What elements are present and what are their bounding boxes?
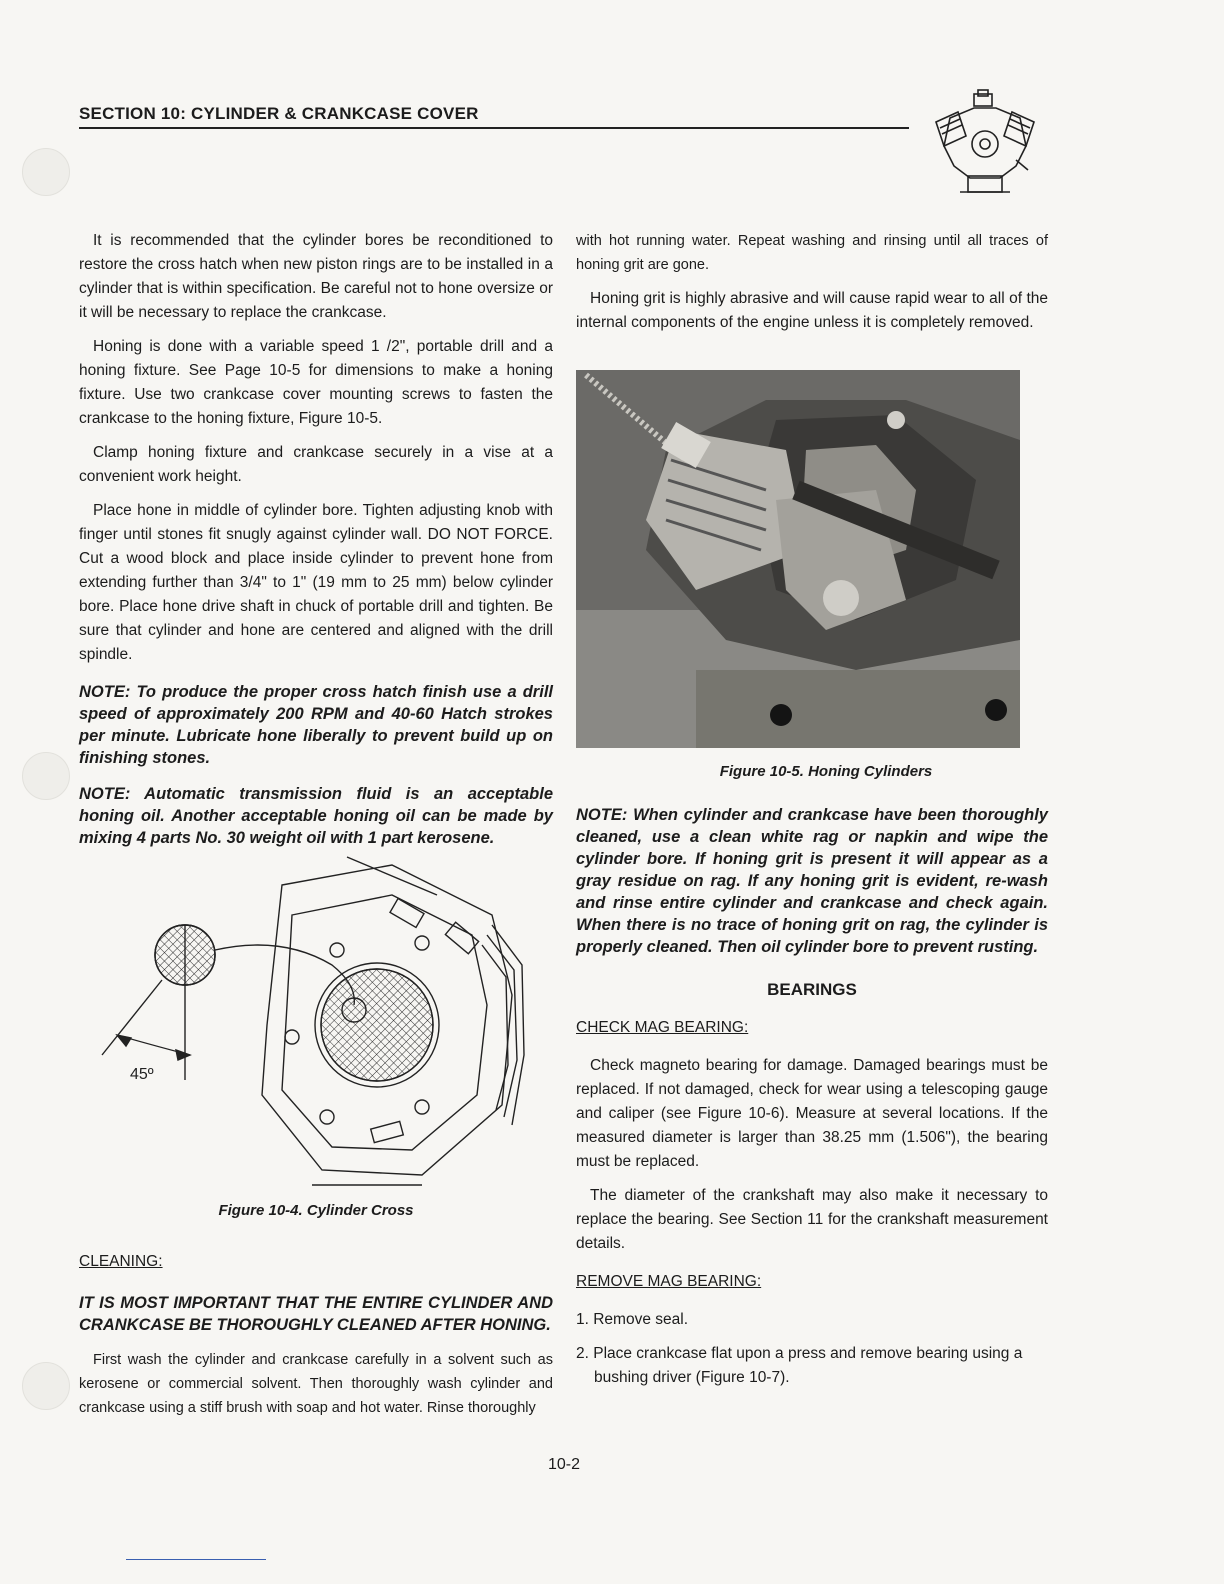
figure-10-4-caption: Figure 10-4. Cylinder Cross: [218, 1202, 414, 1219]
paragraph-clamp: Clamp honing fixture and crankcase securely in a vise at a convenient work height.: [79, 444, 553, 485]
honing-cylinders-photo: [576, 370, 1020, 748]
punch-hole-middle: [22, 752, 70, 800]
paragraph-check-bearing: Check magneto bearing for damage. Damaged bearings must be replaced. If not damaged, check for wear using a telescoping gauge and caliper (see Figure 10-6). Measure at several locations. If the measured diameter is larger than 38.25 mm (1.506"), the bearing must be replaced.: [576, 1057, 1048, 1170]
cylinder-cross-hatch-figure: [92, 855, 532, 1195]
paragraph-rinse: with hot running water. Repeat washing and rinsing until all traces of honing grit are gone.: [576, 233, 1048, 273]
step-remove-seal: 1. Remove seal.: [576, 1311, 688, 1328]
check-mag-bearing-heading: CHECK MAG BEARING:: [576, 1019, 749, 1036]
figure-10-5-caption: Figure 10-5. Honing Cylinders: [719, 763, 933, 780]
paragraph-crankshaft-diameter: The diameter of the crankshaft may also make it necessary to replace the bearing. See Section 11 for the crankshaft measurement details.: [576, 1187, 1048, 1252]
header-rule: [79, 127, 909, 129]
paragraph-honing-grit: Honing grit is highly abrasive and will cause rapid wear to all of the internal components of the engine unless it is completely removed.: [576, 290, 1048, 331]
cleaning-warning: IT IS MOST IMPORTANT THAT THE ENTIRE CYLINDER AND CRANKCASE BE THOROUGHLY CLEANED AFTER HONING.: [79, 1294, 553, 1334]
angle-label: 45º: [130, 1066, 154, 1083]
right-column-bottom: [576, 804, 1048, 1400]
engine-icon: [930, 88, 1040, 200]
punch-hole-bottom: [22, 1362, 70, 1410]
paragraph-cleaning: First wash the cylinder and crankcase carefully in a solvent such as kerosene or commercial solvent. Then thoroughly wash cylinder and crankcase using a stiff brush with soap and hot water. Rinse thoroughly: [79, 1352, 553, 1416]
note-cross-hatch: NOTE: To produce the proper cross hatch finish use a drill speed of approximately 200 RPM and 40-60 Hatch strokes per minute. Lubricate hone liberally to prevent build up on finishing stones.: [79, 683, 553, 767]
note-clean-check: NOTE: When cylinder and crankcase have been thoroughly cleaned, use a clean white rag or napkin and wipe the cylinder bore. If honing grit is present it will appear as a gray residue on rag. If any honing grit is evident, re-wash and rinse entire cylinder and crankcase and check again. When there is no trace of honing grit on rag, the cylinder is properly cleaned. Then oil cylinder bore to prevent rusting.: [576, 806, 1048, 956]
footer-line: [126, 1559, 266, 1560]
cleaning-section: [79, 1250, 553, 1430]
left-column: [79, 229, 553, 861]
bearings-heading: BEARINGS: [767, 980, 857, 999]
step-press-bearing: 2. Place crankcase flat upon a press and remove bearing using a bushing driver (Figure 10-7).: [576, 1345, 1023, 1386]
note-honing-oil: NOTE: Automatic transmission fluid is an acceptable honing oil. Another acceptable honing oil can be made by mixing 4 parts No. 30 weight oil with 1 part kerosene.: [79, 785, 553, 847]
punch-hole-top: [22, 148, 70, 196]
paragraph-honing-method: Honing is done with a variable speed 1 /2", portable drill and a honing fixture. See Page 10-5 for dimensions to make a honing fixture. Use two crankcase cover mounting screws to fasten the crankcase to the honing fixture, Figure 10-5.: [79, 338, 553, 427]
page-number: 10-2: [548, 1456, 581, 1473]
section-title: SECTION 10: CYLINDER & CRANKCASE COVER: [79, 104, 479, 123]
right-column-top: [576, 229, 1048, 345]
paragraph-recondition: It is recommended that the cylinder bores be reconditioned to restore the cross hatch when new piston rings are to be installed in a cylinder that is within specification. Be careful not to hone oversize or it will be necessary to replace the crankcase.: [79, 232, 553, 321]
paragraph-place-hone: Place hone in middle of cylinder bore. Tighten adjusting knob with finger until stones fit snugly against cylinder wall. DO NOT FORCE. Cut a wood block and place inside cylinder to prevent hone from extending further than 3/4" to 1" (19 mm to 25 mm) below cylinder bore. Place hone drive shaft in chuck of portable drill and tighten. Be sure that cylinder and hone are centered and aligned with the drill spindle.: [79, 502, 553, 663]
remove-mag-bearing-heading: REMOVE MAG BEARING:: [576, 1273, 762, 1290]
cleaning-heading: CLEANING:: [79, 1253, 163, 1270]
